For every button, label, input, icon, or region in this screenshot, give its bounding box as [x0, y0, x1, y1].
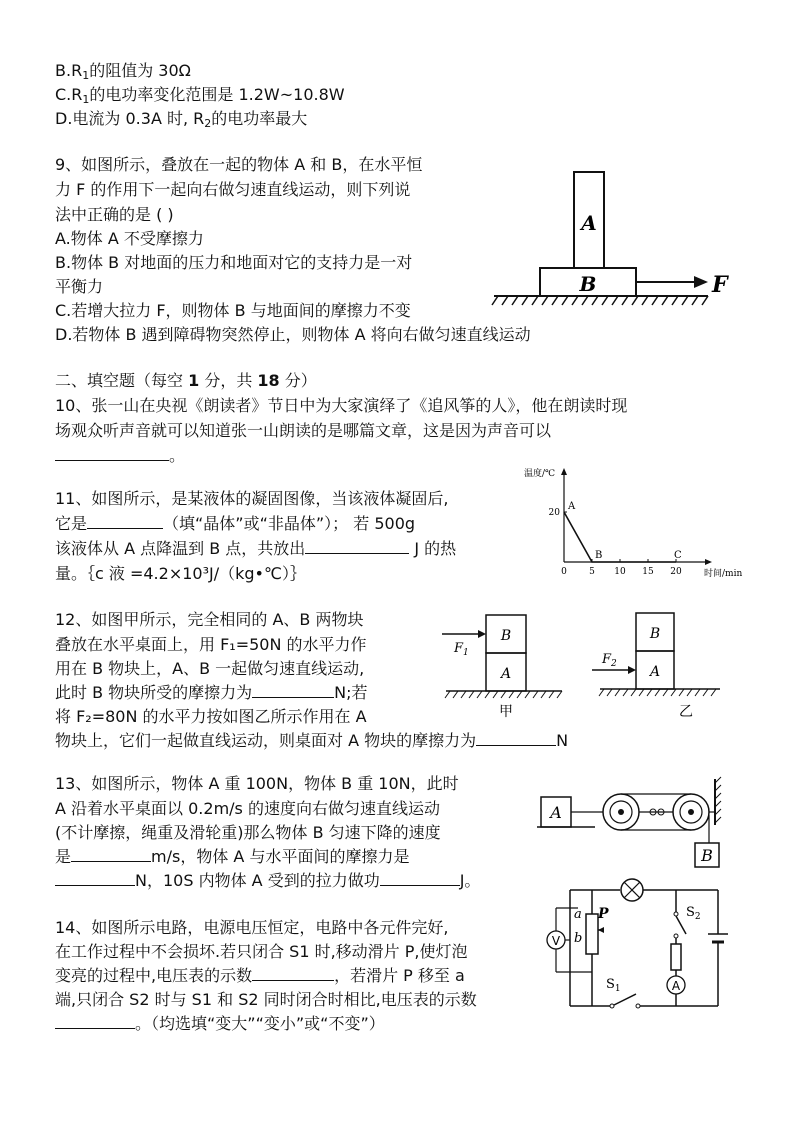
- svg-text:A: A: [500, 666, 512, 682]
- svg-text:A: A: [671, 979, 681, 993]
- q11-line3: 该液体从 A 点降温到 B 点，共放出 J 的热: [55, 539, 457, 558]
- q11-blank-1[interactable]: [87, 514, 163, 529]
- y-tick-label: 20: [548, 508, 560, 518]
- q11-line4: 量。｛c 液 =4.2×10³J/（kg•℃）｝: [55, 564, 306, 583]
- q8-option-d: D.电流为 0.3A 时, $R_2$的电功率最大: [55, 109, 308, 130]
- x-axis-label: 时间/min: [704, 569, 743, 579]
- q10-answer-blank[interactable]: [55, 446, 169, 461]
- q9-option-c: C.若增大拉力 F，则物体 B 与地面间的摩擦力不变: [55, 301, 411, 320]
- q12-figure: [440, 605, 730, 720]
- q8-option-b: $B.R_1$的阻值为 30Ω: [55, 61, 191, 82]
- x-axis-arrow: [705, 559, 712, 565]
- x-tick-label: 5: [589, 567, 595, 577]
- q9-option-b-line1: B.物体 B 对地面的压力和地面对它的支持力是一对: [55, 253, 413, 272]
- svg-text:B: B: [649, 626, 661, 642]
- q14-blank-1[interactable]: [252, 966, 334, 981]
- series-line: [564, 512, 676, 562]
- svg-text:B: B: [500, 628, 512, 644]
- x-tick-label: 0: [561, 567, 567, 577]
- resistor: [671, 944, 681, 970]
- label-b: b: [574, 931, 583, 946]
- q13-line1: 13、如图所示，物体 A 重 100N，物体 B 重 10N，此时: [55, 774, 459, 793]
- q12-line3: 用在 B 物块上，A、B 一起做匀速直线运动,: [55, 659, 365, 678]
- y-axis-arrow: [561, 468, 567, 475]
- q12-line6: 物块上，它们一起做直线运动，则桌面对 A 物块的摩擦力为 N: [55, 731, 569, 750]
- q12-line2: 叠放在水平桌面上，用 F₁=50N 的水平力作: [55, 635, 367, 654]
- svg-text:V: V: [551, 934, 561, 948]
- caption-jia: 甲: [499, 704, 513, 720]
- y-axis-label: 温度/℃: [524, 469, 556, 479]
- point-label-c: C: [674, 550, 682, 561]
- q14-line5: 。（均选填“变大”“变小”或“不变”）: [55, 1014, 385, 1034]
- force-label: F: [712, 272, 728, 298]
- q13-blank-2[interactable]: [55, 871, 135, 886]
- q13-blank-3[interactable]: [380, 871, 460, 886]
- q9-option-a: A.物体 A 不受摩擦力: [55, 229, 204, 248]
- q13-line3: (不计摩擦，绳重及滑轮重)那么物体 B 匀速下降的速度: [55, 823, 441, 842]
- force-arrowhead: [694, 276, 708, 288]
- svg-text:A: A: [649, 664, 661, 680]
- q14-blank-2[interactable]: [55, 1014, 135, 1029]
- label-a: a: [574, 907, 582, 922]
- switch-s2: [676, 916, 686, 934]
- q13-line2: A 沿着水平桌面以 0.2m/s 的速度向右做匀速直线运动: [55, 799, 440, 818]
- switch-s1: [614, 994, 636, 1005]
- x-tick-label: 15: [642, 567, 654, 577]
- plot-area: [549, 501, 682, 577]
- section-2-heading: 二、填空题（每空 1 分，共 18 分）: [55, 371, 317, 390]
- svg-text:B: B: [701, 846, 713, 865]
- f2-label: $F_2$: [602, 652, 617, 669]
- q12-line5: 将 F₂=80N 的水平力按如图乙所示作用在 A: [55, 707, 367, 726]
- point-label-b: B: [595, 550, 603, 561]
- q12-line4: 此时 B 物块所受的摩擦力为 N;若: [55, 683, 368, 702]
- q9-option-b-line2: 平衡力: [55, 277, 104, 296]
- s1-label: $S_1$: [606, 977, 621, 994]
- q14-line2: 在工作过程中不会损坏.若只闭合 S1 时,移动滑片 P,使灯泡: [55, 942, 468, 961]
- q12-blank-1[interactable]: [252, 683, 334, 698]
- q13-figure: [535, 775, 735, 870]
- s2-label: $S_2$: [686, 905, 701, 922]
- q11-line2: 它是 （填“晶体”或“非晶体”）； 若 500g: [55, 514, 416, 533]
- block-b-label: B: [579, 272, 597, 296]
- q12-blank-2[interactable]: [476, 731, 556, 746]
- q10-line2: 场观众听声音就可以知道张一山朗读的是哪篇文章，这是因为声音可以: [55, 421, 552, 440]
- q13-line5: N，10S 内物体 A 受到的拉力做功 J。: [55, 871, 480, 891]
- q11-blank-2[interactable]: [305, 539, 409, 554]
- q11-chart: [520, 462, 745, 587]
- q14-line3: 变亮的过程中,电压表的示数 ，若滑片 P 移至 a: [55, 966, 465, 985]
- q9-stem-line3: 法中正确的是 ( ): [55, 205, 174, 224]
- q10-line1: 10、张一山在央视《朗读者》节日中为大家演绎了《追风筝的人》，他在朗读时现: [55, 396, 628, 415]
- x-tick-label: 20: [670, 567, 682, 577]
- q11-line1: 11、如图所示，是某液体的凝固图像，当该液体凝固后,: [55, 489, 449, 508]
- q10-line3: 。: [55, 446, 185, 466]
- q8-option-c: $C.R_1$的电功率变化范围是 1.2W~10.8W: [55, 85, 345, 106]
- rheostat: [586, 914, 598, 954]
- q13-blank-1[interactable]: [71, 847, 151, 862]
- q13-line4: 是 m/s，物体 A 与水平面间的摩擦力是: [55, 847, 410, 866]
- block-a-label: A: [581, 211, 597, 235]
- point-label-a: A: [568, 501, 576, 512]
- caption-yi: 乙: [679, 704, 693, 720]
- q14-circuit: [548, 878, 748, 1023]
- q9-option-d: D.若物体 B 遇到障碍物突然停止，则物体 A 将向右做匀速直线运动: [55, 325, 531, 344]
- q14-line1: 14、如图所示电路，电源电压恒定，电路中各元件完好,: [55, 918, 449, 937]
- f1-label: $F_1$: [454, 641, 469, 658]
- q9-stem-line1: 9、如图所示，叠放在一起的物体 A 和 B，在水平恒: [55, 155, 423, 174]
- svg-text:A: A: [550, 803, 562, 822]
- q12-line1: 12、如图甲所示，完全相同的 A、B 两物块: [55, 610, 364, 629]
- label-p: P: [598, 906, 609, 922]
- q14-line4: 端,只闭合 S2 时与 S1 和 S2 同时闭合时相比,电压表的示数: [55, 990, 477, 1009]
- ground-hatch: [492, 296, 708, 305]
- x-tick-label: 10: [614, 567, 626, 577]
- q9-figure: [490, 170, 740, 310]
- q9-stem-line2: 力 F 的作用下一起向右做匀速直线运动，则下列说: [55, 180, 411, 199]
